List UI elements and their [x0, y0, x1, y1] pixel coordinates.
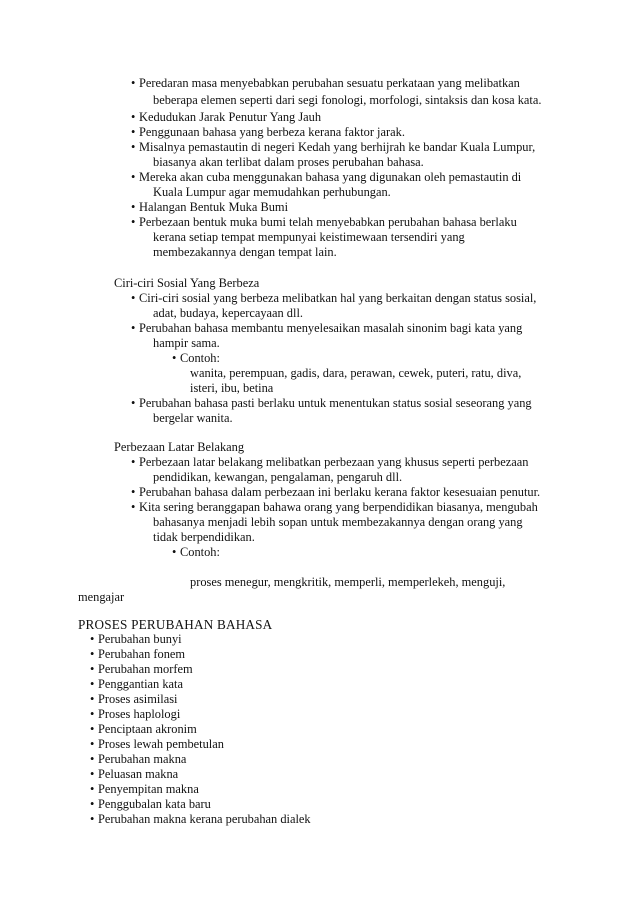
list-item-continuation: kerana setiap tempat mempunyai keistimewaan tersendiri yang [153, 230, 465, 244]
list-item: • Penciptaan akronim [90, 722, 197, 736]
list-item-continuation: bergelar wanita. [153, 411, 233, 425]
list-item-continuation: Kuala Lumpur agar memudahkan perhubungan. [153, 185, 391, 199]
list-item-continuation: biasanya akan terlibat dalam proses perubahan bahasa. [153, 155, 424, 169]
list-item-continuation: membezakannya dengan tempat lain. [153, 245, 337, 259]
list-item: • Penggantian kata [90, 677, 183, 691]
example-text: proses menegur, mengkritik, memperli, memperlekeh, menguji, [190, 575, 506, 589]
list-item-continuation: tidak berpendidikan. [153, 530, 255, 544]
list-item: • Perubahan morfem [90, 662, 193, 676]
example-label: • Contoh: [172, 545, 220, 559]
section-heading: Perbezaan Latar Belakang [114, 440, 245, 454]
list-item: • Perubahan bunyi [90, 632, 182, 646]
list-item: • Penyempitan makna [90, 782, 199, 796]
example-text: mengajar [78, 590, 125, 604]
section-heading: PROSES PERUBAHAN BAHASA [78, 617, 273, 632]
list-item: • Proses haplologi [90, 707, 181, 721]
list-item: • Kita sering beranggapan bahawa orang yang berpendidikan biasanya, mengubah [131, 500, 538, 514]
list-item-continuation: hampir sama. [153, 336, 220, 350]
list-item: • Perubahan fonem [90, 647, 186, 661]
list-item: • Peredaran masa menyebabkan perubahan sesuatu perkataan yang melibatkan [131, 76, 520, 90]
list-item: • Proses asimilasi [90, 692, 178, 706]
list-item-continuation: beberapa elemen seperti dari segi fonologi, morfologi, sintaksis dan kosa kata. [153, 93, 542, 107]
list-item: • Perbezaan latar belakang melibatkan perbezaan yang khusus seperti perbezaan [131, 455, 529, 469]
list-item-continuation: bahasanya menjadi lebih sopan untuk membezakannya dengan orang yang [153, 515, 523, 529]
list-item: • Ciri-ciri sosial yang berbeza melibatkan hal yang berkaitan dengan status sosial, [131, 291, 537, 305]
list-item: • Misalnya pemastautin di negeri Kedah yang berhijrah ke bandar Kuala Lumpur, [131, 140, 536, 154]
list-item: • Perubahan bahasa pasti berlaku untuk menentukan status sosial seseorang yang [131, 396, 532, 410]
list-item: • Proses lewah pembetulan [90, 737, 224, 751]
list-item-continuation: adat, budaya, kepercayaan dll. [153, 306, 303, 320]
list-item: • Perubahan bahasa membantu menyelesaikan masalah sinonim bagi kata yang [131, 321, 523, 335]
list-item: • Kedudukan Jarak Penutur Yang Jauh [131, 110, 322, 124]
list-item: • Perubahan makna [90, 752, 187, 766]
example-text: isteri, ibu, betina [190, 381, 274, 395]
section-heading: Ciri-ciri Sosial Yang Berbeza [114, 276, 260, 290]
list-item: • Halangan Bentuk Muka Bumi [131, 200, 289, 214]
list-item: • Mereka akan cuba menggunakan bahasa yang digunakan oleh pemastautin di [131, 170, 522, 184]
list-item: • Perubahan bahasa dalam perbezaan ini berlaku kerana faktor kesesuaian penutur. [131, 485, 541, 499]
list-item-continuation: pendidikan, kewangan, pengalaman, pengaruh dll. [153, 470, 403, 484]
list-item: • Penggunaan bahasa yang berbeza kerana faktor jarak. [131, 125, 405, 139]
list-item: • Perbezaan bentuk muka bumi telah menyebabkan perubahan bahasa berlaku [131, 215, 517, 229]
example-text: wanita, perempuan, gadis, dara, perawan, cewek, puteri, ratu, diva, [190, 366, 522, 380]
list-item: • Penggubalan kata baru [90, 797, 211, 811]
example-label: • Contoh: [172, 351, 220, 365]
list-item: • Peluasan makna [90, 767, 179, 781]
list-item: • Perubahan makna kerana perubahan dialek [90, 812, 311, 826]
